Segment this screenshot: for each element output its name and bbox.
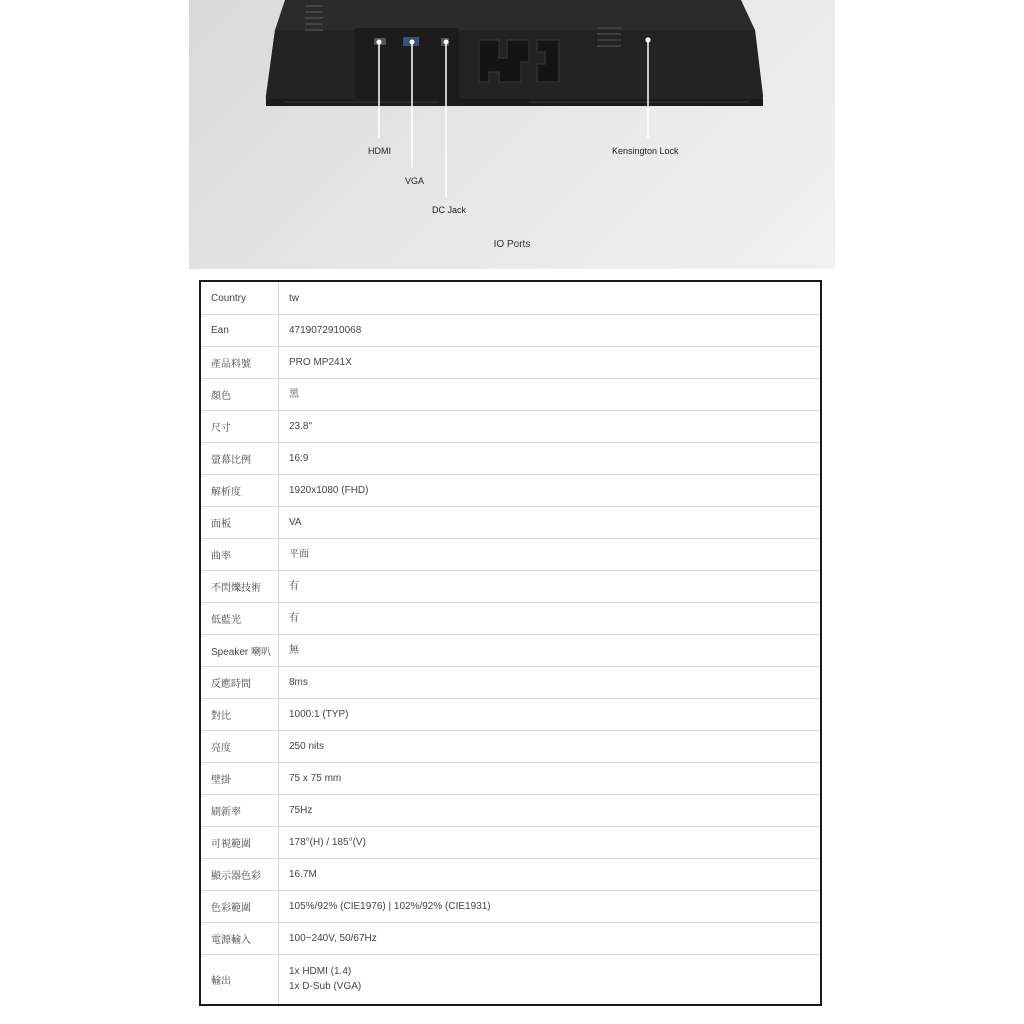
spec-value: 8ms (289, 676, 308, 688)
spec-value: PRO MP241X (289, 356, 352, 368)
spec-row (201, 346, 820, 379)
kensington-lock-label: Kensington Lock (612, 146, 679, 156)
spec-row (201, 762, 820, 795)
spec-key: Speaker 喇叭 (201, 634, 279, 666)
vga-port-label: VGA (405, 176, 425, 186)
spec-row (201, 954, 820, 1004)
spec-key: Country (201, 282, 279, 314)
spec-row (201, 698, 820, 731)
spec-value: 無 (289, 644, 299, 656)
spec-key: 對比 (201, 698, 279, 730)
spec-key: 顏色 (201, 378, 279, 410)
spec-row (201, 730, 820, 763)
spec-row (201, 922, 820, 955)
spec-key: 電源輸入 (201, 922, 279, 954)
spec-value: 250 nits (289, 740, 325, 752)
spec-value: VA (289, 516, 302, 528)
spec-value: 1920x1080 (FHD) (289, 484, 369, 496)
spec-value: 1000:1 (TYP) (289, 708, 349, 720)
spec-key: 產品料號 (201, 346, 279, 378)
spec-value: 16.7M (289, 868, 317, 880)
spec-value: 有 (289, 612, 299, 624)
spec-value: 105%/92% (CIE1976) | 102%/92% (CIE1931) (289, 900, 491, 912)
spec-row (201, 410, 820, 443)
spec-row (201, 378, 820, 411)
output-line-2: 1x D-Sub (VGA) (289, 981, 362, 992)
spec-row (201, 506, 820, 539)
io-ports-caption: IO Ports (493, 239, 531, 250)
spec-row (201, 282, 820, 315)
spec-key: 解析度 (201, 474, 279, 506)
spec-value: 75Hz (289, 804, 313, 816)
spec-key: 曲率 (201, 538, 279, 570)
spec-table (199, 280, 822, 1006)
spec-key: 面板 (201, 506, 279, 538)
spec-row (201, 602, 820, 635)
io-ports-banner (189, 0, 835, 269)
spec-row (201, 666, 820, 699)
spec-key: 尺寸 (201, 410, 279, 442)
spec-value: 平面 (289, 548, 309, 560)
spec-value: 4719072910068 (289, 324, 362, 336)
spec-key: 反應時間 (201, 666, 279, 698)
output-line-1: 1x HDMI (1.4) (289, 966, 352, 977)
spec-key: 色彩範圍 (201, 890, 279, 922)
hdmi-port-label: HDMI (368, 146, 391, 156)
spec-key: 輸出 (201, 954, 279, 1004)
spec-key: 刷新率 (201, 794, 279, 826)
spec-row (201, 538, 820, 571)
spec-value: 有 (289, 580, 299, 592)
spec-key: 亮度 (201, 730, 279, 762)
spec-value: 23.8" (289, 420, 313, 432)
spec-key: 螢幕比例 (201, 442, 279, 474)
spec-row (201, 826, 820, 859)
spec-value: 75 x 75 mm (289, 772, 342, 784)
monitor-rear-image (189, 0, 835, 269)
spec-key: 不閃爍技術 (201, 570, 279, 602)
spec-key: 低藍光 (201, 602, 279, 634)
spec-value: 黑 (289, 388, 299, 400)
spec-row (201, 442, 820, 475)
spec-key: 壁掛 (201, 762, 279, 794)
spec-row (201, 890, 820, 923)
spec-value: 16:9 (289, 452, 309, 464)
spec-value: 100~240V, 50/67Hz (289, 932, 377, 944)
spec-row (201, 314, 820, 347)
spec-row (201, 858, 820, 891)
dc-jack-label: DC Jack (432, 205, 467, 215)
spec-key: 可視範圍 (201, 826, 279, 858)
spec-value (279, 964, 361, 994)
spec-row (201, 634, 820, 667)
spec-key: Ean (201, 314, 279, 346)
spec-row (201, 794, 820, 827)
spec-value: tw (289, 292, 299, 304)
spec-key: 顯示器色彩 (201, 858, 279, 890)
spec-row (201, 570, 820, 603)
spec-row (201, 474, 820, 507)
spec-value: 178°(H) / 185°(V) (289, 836, 366, 848)
